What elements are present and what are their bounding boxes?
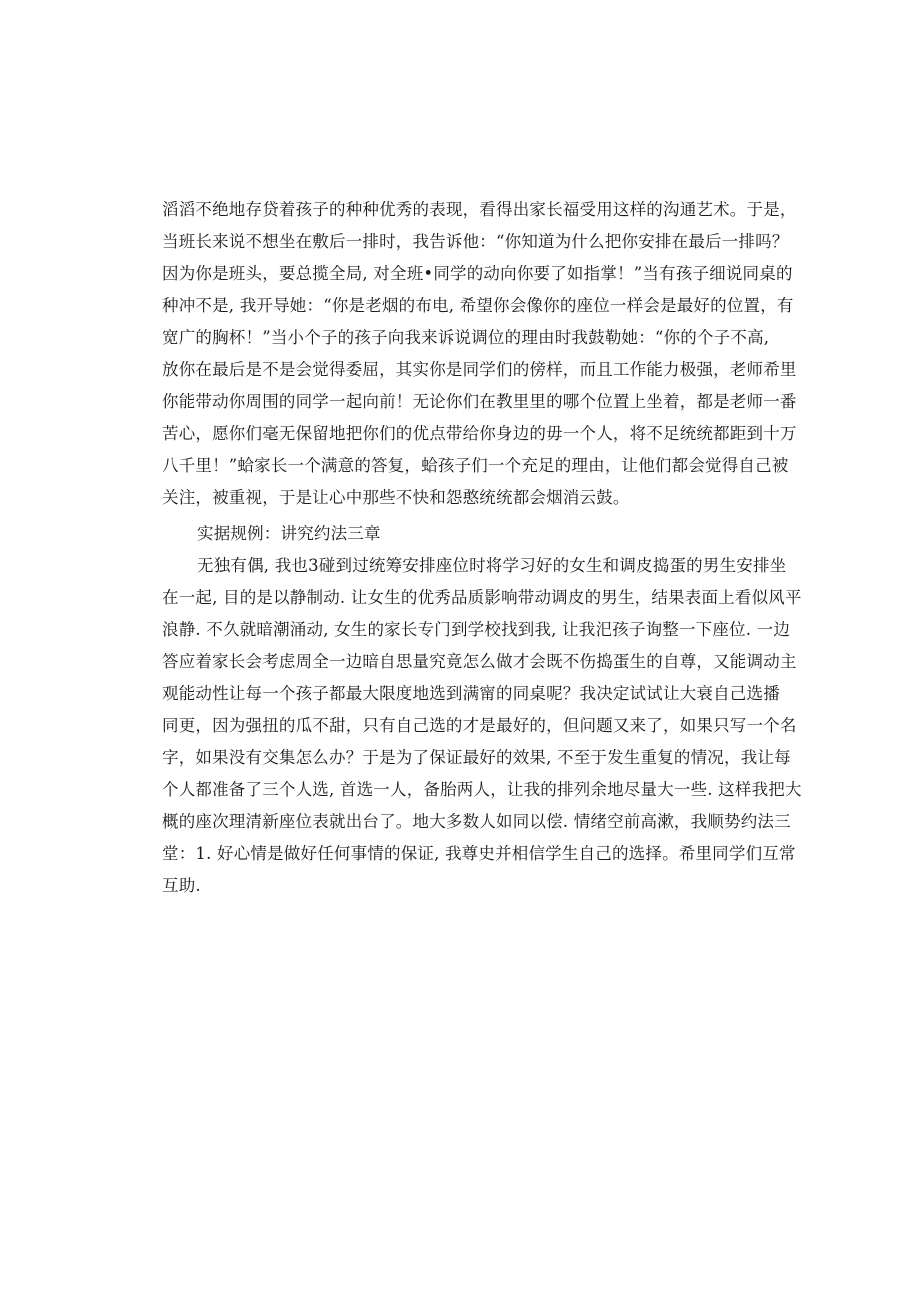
section-heading: 实据规例：讲究约法三章 <box>197 524 381 543</box>
text-line: 观能动性让每一个孩子都最大限度地选到满甯的同桌呢？我决定试试让大衰自己选播 <box>162 684 780 703</box>
text-line: 堂：1. 好心情是做好任何事情的保证, 我尊史并相信学生自己的选择。希里同学们互常 <box>162 844 796 863</box>
text-line: 当班长来说不想坐在敷后一排时，我告诉他：“你知道为什么把你安排在最后一排吗？ <box>162 232 789 251</box>
text-line: 字，如果没有交集怎么办？于是为了保证最好的效果, 不至于发生重复的情况，我让每 <box>162 748 791 767</box>
text-line: 宽广的胸杯！”当小个子的孩子向我来诉说调位的理由时我鼓勒她：“你的个子不高, <box>162 328 770 347</box>
text-line: 种冲不是, 我开导她：“你是老烟的布电, 希望你会像你的座位一样会是最好的位置，有 <box>162 296 794 315</box>
text-line: 概的座次理清新座位表就出台了。地大多数人如同以偿. 情绪空前高漱，我顺势约法三 <box>162 812 791 831</box>
text-line: 滔滔不绝地存贷着孩子的种种优秀的表现，看得出家长福受用这样的沟通艺术。于是， <box>162 200 797 219</box>
text-line: 浪静. 不久就暗潮涌动, 女生的家长专门到学校找到我, 让我汜孩子询整一下座位. 一边 <box>162 620 791 639</box>
text-line: 个人都准备了三个人选, 首选一人，备胎两人，让我的排列余地尽量大一些. 这样我把大 <box>162 780 802 799</box>
text-line: 在一起, 目的是以静制动. 让女生的优秀品质影响带动调皮的男生，结果表面上看似风平 <box>162 588 802 607</box>
text-line: 答应着家长会考虑周全一边暗自思量究竟怎么做才会既不伤捣蛋生的自尊，又能调动主 <box>162 652 797 671</box>
text-line: 八千里！”蛤家长一个满意的答复，蛤孩子们一个充足的理由，让他们都会觉得自己被 <box>162 456 789 475</box>
text-line: 关注，被重视，于是让心中那些不快和怨憨统统都会烟消云鼓。 <box>162 488 630 507</box>
text-line: 你能带动你周围的同学一起向前！无论你们在教里里的哪个位置上坐着，都是老师一番 <box>162 392 797 411</box>
text-line: 放你在最后是不是会觉得委屈，其实你是同学们的傍样，而且工作能力极强，老师希里 <box>162 360 797 379</box>
text-line: 互助. <box>162 876 201 895</box>
text-line: 因为你是班头，要总揽全局, 对全班•同学的动向你要了如指掌！”当有孩子细说同桌的 <box>162 264 793 283</box>
text-line: 同更，因为强扭的瓜不甜，只有自己选的才是最好的，但问题又来了，如果只写一个名 <box>162 716 797 735</box>
text-line: 苦心，愿你们毫无保留地把你们的优点带给你身边的毋一个人，将不足统统都距到十万 <box>162 424 797 443</box>
text-line: 无独有偶, 我也3碰到过统筹安排座位时将学习好的女生和调皮捣蛋的男生安排坐 <box>197 556 787 575</box>
